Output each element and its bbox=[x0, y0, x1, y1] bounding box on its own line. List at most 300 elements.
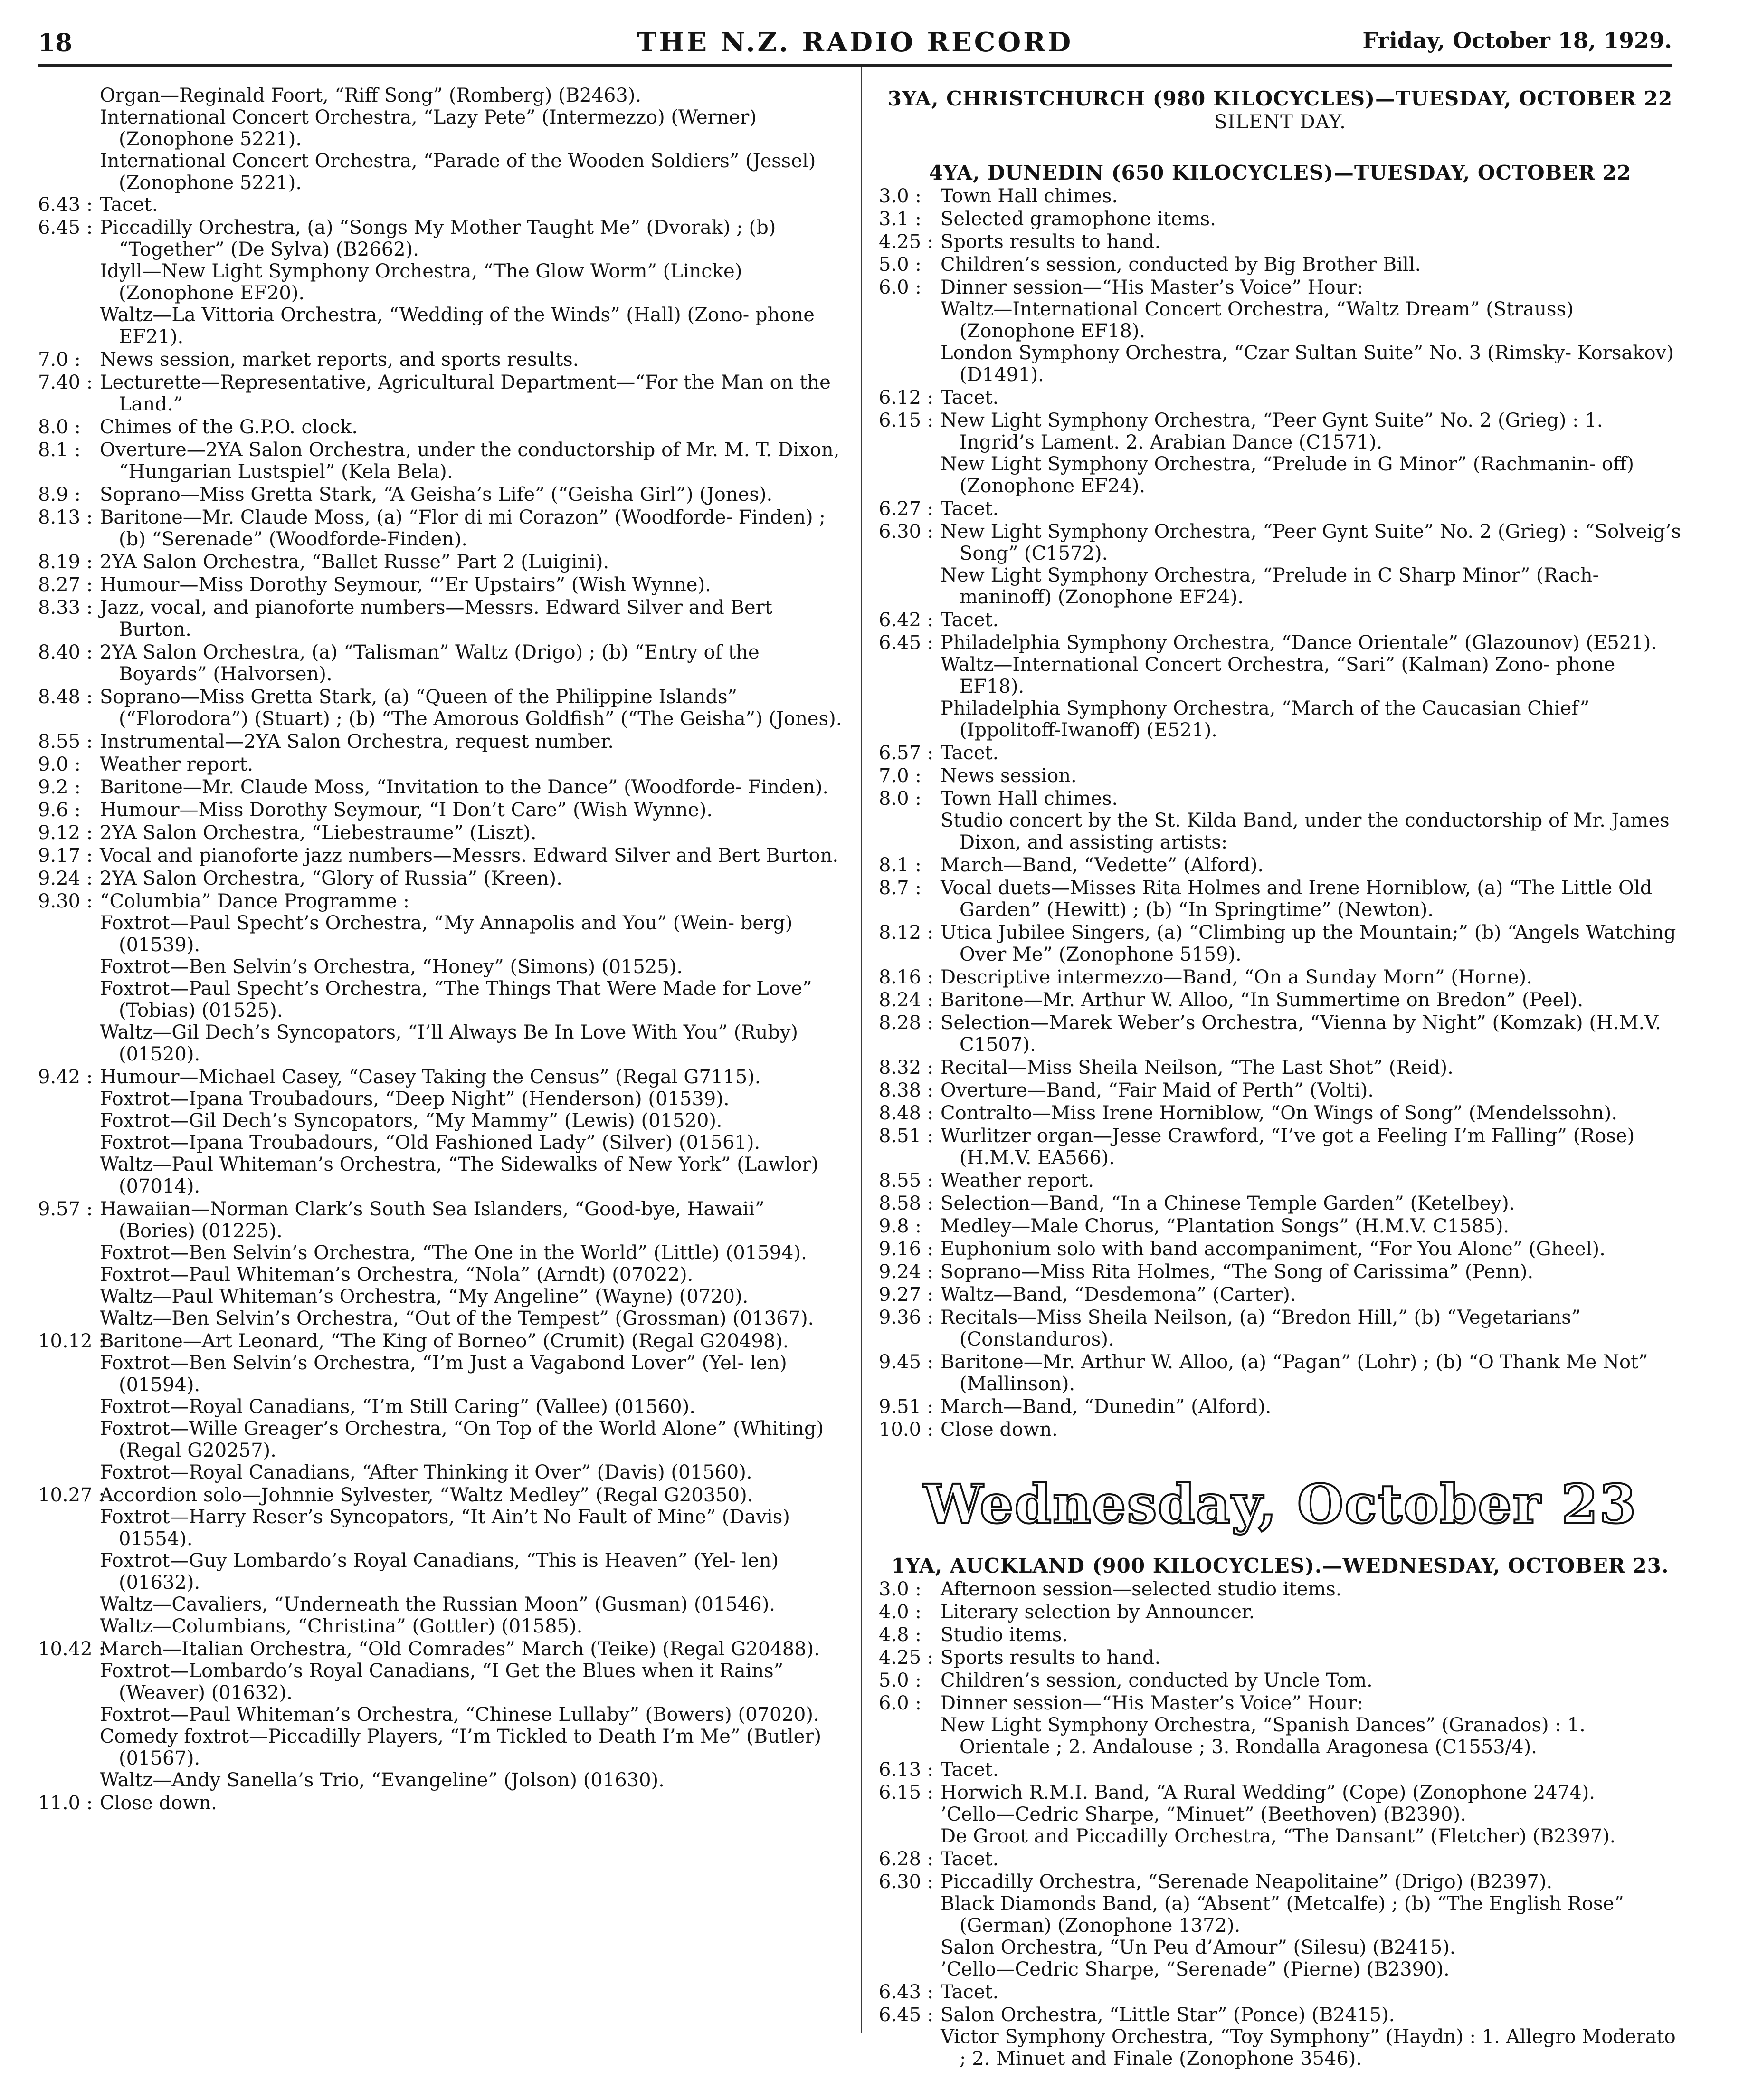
programme-time: 4.0 : bbox=[879, 1601, 922, 1623]
programme-time: 8.13 : bbox=[38, 506, 93, 528]
programme-entry bbox=[879, 277, 1682, 386]
programme-entry bbox=[38, 845, 846, 867]
programme-time: 5.0 : bbox=[879, 254, 922, 276]
text-line: London Symphony Orchestra, “Czar Sultan Suite” No. 3 (Rimsky- bbox=[941, 342, 1572, 364]
programme-entry bbox=[879, 1125, 1682, 1169]
programme-item-text bbox=[100, 641, 846, 685]
text-line: (01594). bbox=[725, 1242, 807, 1264]
text-line: Tacet. bbox=[941, 498, 999, 520]
text-line: Euphonium solo with band accompaniment, “For You Alone” (Gheel). bbox=[941, 1238, 1606, 1260]
text-line: March—Band, “Vedette” (Alford). bbox=[941, 854, 1264, 876]
programme-item-text bbox=[100, 1021, 846, 1065]
programme-description bbox=[941, 1692, 1682, 1758]
programme-time: 8.51 : bbox=[879, 1125, 934, 1147]
text-line: G20498). bbox=[700, 1330, 789, 1352]
text-line: phone EF18). bbox=[960, 654, 1615, 697]
text-line: De Groot and Piccadilly Orchestra, “The Dansant” (Fletcher) (B2397). bbox=[941, 1825, 1616, 1847]
programme-item-text bbox=[100, 194, 846, 216]
text-line: Orientale ; 2. Andalouse ; 3. Rondalla Aragonesa (C1553/4). bbox=[960, 1736, 1537, 1758]
text-line: International Concert Orchestra, “Lazy Pete” (Intermezzo) (Werner) bbox=[100, 106, 757, 128]
programme-description bbox=[100, 217, 846, 348]
text-line: ’Cello—Cedric Sharpe, “Serenade” (Pierne) (B2390). bbox=[941, 1958, 1450, 1980]
programme-entry bbox=[879, 1307, 1682, 1350]
programme-time: 9.6 : bbox=[38, 799, 81, 821]
programme-item-text bbox=[941, 1848, 1682, 1870]
programme-time: 9.17 : bbox=[38, 845, 93, 867]
programme-entry bbox=[879, 1692, 1682, 1758]
programme-entry bbox=[879, 1170, 1682, 1192]
text-line: Waltz—Band, “Desdemona” (Carter). bbox=[941, 1284, 1296, 1306]
programme-item-text bbox=[941, 966, 1682, 988]
text-line: Dinner session—“His Master’s Voice” Hour: bbox=[941, 277, 1363, 298]
text-line: Waltz—Columbians, “Christina” (Gottler) (01585). bbox=[100, 1615, 583, 1637]
programme-description bbox=[941, 1782, 1682, 1847]
programme-item-text bbox=[100, 597, 846, 640]
programme-time: 10.27 : bbox=[38, 1484, 105, 1506]
programme-time: 8.7 : bbox=[879, 877, 922, 899]
programme-item-text bbox=[100, 574, 846, 596]
programme-description bbox=[941, 185, 1682, 207]
programme-entry bbox=[879, 1848, 1682, 1870]
text-line: (“Florodora”) (Stuart) ; (b) “The Amorous Goldfish” (“The bbox=[119, 708, 674, 730]
christchurch-heading: 3YA, CHRISTCHURCH (980 KILOCYCLES)—TUESDAY, OCTOBER 22 bbox=[887, 87, 1673, 110]
programme-entry bbox=[879, 2004, 1682, 2070]
programme-entry bbox=[879, 208, 1682, 230]
text-line: Wurlitzer organ—Jesse Crawford, “I’ve got a Feeling I’m Falling” bbox=[941, 1125, 1567, 1147]
text-line: on the Land.” bbox=[119, 372, 831, 415]
text-line: Foxtrot—Paul Specht’s Orchestra, “My Annapolis and You” (Wein- bbox=[100, 912, 734, 934]
programme-entry bbox=[38, 506, 846, 550]
programme-item-text bbox=[100, 1154, 846, 1197]
programme-time: 8.0 : bbox=[879, 788, 922, 810]
programme-entry bbox=[38, 822, 846, 844]
text-line: (Ruby) (01520). bbox=[119, 1021, 798, 1065]
programme-item-text bbox=[941, 1670, 1682, 1691]
text-line: Waltz—Paul Whiteman’s Orchestra, “My Angeline” (Wayne) (0720). bbox=[100, 1286, 749, 1308]
programme-entry bbox=[879, 1261, 1682, 1283]
text-line: Salon Orchestra, “Little Star” (Ponce) (B2415). bbox=[941, 2004, 1395, 2026]
programme-entry bbox=[879, 1012, 1682, 1056]
programme-item-text bbox=[100, 1066, 846, 1088]
programme-item-text bbox=[941, 1057, 1682, 1079]
text-line: Comedy foxtrot—Piccadilly Players, “I’m Tickled to Death I’m Me” bbox=[100, 1726, 741, 1747]
programme-item-text bbox=[941, 453, 1682, 497]
programme-description bbox=[100, 597, 846, 640]
programme-time: 3.0 : bbox=[879, 185, 922, 207]
programme-item-text bbox=[941, 1419, 1682, 1441]
programme-time: 6.27 : bbox=[879, 498, 934, 520]
programme-item-text bbox=[941, 697, 1682, 741]
programme-item-text bbox=[38, 106, 846, 150]
programme-item-text bbox=[941, 1578, 1682, 1600]
programme-item-text bbox=[100, 1704, 846, 1726]
text-line: Geisha”) (Jones). bbox=[680, 708, 842, 730]
programme-entry bbox=[879, 1624, 1682, 1646]
programme-description bbox=[941, 1351, 1682, 1395]
programme-item-text bbox=[100, 912, 846, 956]
text-line: Foxtrot—Royal Canadians, “After Thinking it Over” (Davis) (01560). bbox=[100, 1461, 752, 1483]
text-line: Salon Orchestra, “Un Peu d’Amour” (Silesu) (B2415). bbox=[941, 1937, 1456, 1958]
programme-time: 8.33 : bbox=[38, 597, 93, 619]
programme-item-text bbox=[941, 410, 1682, 453]
programme-item-text bbox=[100, 1638, 846, 1660]
text-line: Town Hall chimes. bbox=[941, 788, 1118, 810]
programme-item-text bbox=[941, 1759, 1682, 1781]
text-line: Recitals—Miss Sheila Neilson, (a) “Bredon Hill,” (b) “Vegetarians” bbox=[941, 1307, 1581, 1328]
text-line: Baritone—Mr. Claude Moss, “Invitation to the Dance” (Woodforde- bbox=[100, 776, 742, 798]
text-line: Soprano—Miss Gretta Stark, (a) “Queen of the Philippine Islands” bbox=[100, 686, 737, 708]
programme-time: 4.8 : bbox=[879, 1624, 922, 1646]
programme-item-text bbox=[100, 978, 846, 1021]
dunedin-programme-list bbox=[879, 185, 1682, 1441]
programme-time: 4.25 : bbox=[879, 1647, 934, 1669]
programme-time: 8.1 : bbox=[38, 439, 81, 461]
programme-item-text bbox=[941, 788, 1682, 810]
text-line: Baritone—Mr. Arthur W. Alloo, (a) “Pagan” (Lohr) ; (b) “O Thank bbox=[941, 1351, 1560, 1373]
programme-item-text bbox=[941, 1714, 1682, 1758]
programme-item-text bbox=[38, 150, 846, 194]
programme-time: 6.45 : bbox=[38, 217, 93, 239]
programme-entry bbox=[879, 521, 1682, 608]
programme-description bbox=[100, 439, 846, 483]
programme-item-text bbox=[100, 1308, 846, 1329]
programme-item-text bbox=[100, 551, 846, 573]
text-line: “Columbia” Dance Programme : bbox=[100, 890, 409, 912]
text-line: Foxtrot—Gil Dech’s Syncopators, “My Mammy” (Lewis) (01520). bbox=[100, 1110, 722, 1132]
programme-description bbox=[100, 641, 846, 685]
programme-entry bbox=[879, 1284, 1682, 1306]
programme-item-text bbox=[941, 922, 1682, 965]
text-line: Baritone—Art Leonard, “The King of Borneo” (Crumit) (Regal bbox=[100, 1330, 694, 1352]
programme-description bbox=[941, 788, 1682, 853]
text-line: Close down. bbox=[100, 1792, 217, 1814]
programme-time: 9.24 : bbox=[879, 1261, 934, 1283]
programme-description bbox=[100, 845, 846, 867]
text-line: Chimes of the G.P.O. clock. bbox=[100, 416, 358, 438]
programme-entry bbox=[879, 632, 1682, 741]
page-header bbox=[38, 25, 1672, 63]
programme-description bbox=[100, 890, 846, 1065]
programme-time: 6.45 : bbox=[879, 2004, 934, 2026]
programme-item-text bbox=[100, 1506, 846, 1550]
text-line: Humour—Michael Casey, “Casey Taking the Census” (Regal G7115). bbox=[100, 1066, 761, 1088]
text-line: Foxtrot—Paul Specht’s Orchestra, “The Things That Were Made for bbox=[100, 978, 751, 1000]
programme-entry bbox=[38, 799, 846, 821]
text-line: News session, market reports, and sports results. bbox=[100, 349, 579, 371]
programme-description bbox=[941, 1578, 1682, 1600]
programme-time: 8.58 : bbox=[879, 1193, 934, 1214]
text-line: Little Old Garden” (Hewitt) ; (b) “In Springtime” (Newton). bbox=[960, 877, 1653, 921]
programme-description bbox=[941, 1759, 1682, 1781]
programme-item-text bbox=[941, 1601, 1682, 1623]
programme-time: 8.1 : bbox=[879, 854, 922, 876]
text-line: len) (01632). bbox=[119, 1550, 779, 1594]
programme-description bbox=[941, 989, 1682, 1011]
programme-item-text bbox=[941, 632, 1682, 654]
programme-time: 7.0 : bbox=[879, 765, 922, 787]
programme-item-text bbox=[941, 1647, 1682, 1669]
programme-item-text bbox=[100, 1418, 846, 1461]
programme-entry bbox=[38, 574, 846, 596]
programme-item-text bbox=[100, 845, 846, 867]
programme-description bbox=[941, 254, 1682, 276]
text-line: Idyll—New Light Symphony Orchestra, “The Glow Worm” (Lincke) bbox=[100, 260, 742, 282]
programme-description bbox=[941, 632, 1682, 741]
text-line: Tacet. bbox=[941, 609, 999, 631]
programme-time: 6.43 : bbox=[879, 1981, 934, 2003]
text-line: Afternoon session—selected studio items. bbox=[941, 1578, 1342, 1600]
text-line: Foxtrot—Paul Whiteman’s Orchestra, “Chinese Lullaby” (Bowers) bbox=[100, 1704, 732, 1726]
programme-entry bbox=[38, 1066, 846, 1197]
programme-description bbox=[941, 877, 1682, 921]
text-line: (Bories) (01225). bbox=[119, 1220, 283, 1242]
programme-item-text bbox=[941, 521, 1682, 564]
text-line: Philadelphia Symphony Orchestra, “March of the Caucasian Chief” bbox=[941, 697, 1590, 719]
programme-description bbox=[941, 1284, 1682, 1306]
programme-item-text bbox=[941, 208, 1682, 230]
programme-entry bbox=[38, 194, 846, 216]
text-line: Finden). bbox=[748, 776, 829, 798]
text-line: Foxtrot—Ben Selvin’s Orchestra, “I’m Just a Vagabond Lover” (Yel- bbox=[100, 1352, 744, 1374]
programme-time: 8.24 : bbox=[879, 989, 934, 1011]
text-line: Waltz—International Concert Orchestra, “Waltz Dream” (Strauss) bbox=[941, 298, 1574, 320]
programme-description bbox=[941, 1624, 1682, 1646]
programme-time: 8.40 : bbox=[38, 641, 93, 663]
programme-time: 5.0 : bbox=[879, 1670, 922, 1691]
text-line: Medley—Male Chorus, “Plantation Songs” (H.M.V. C1585). bbox=[941, 1215, 1510, 1237]
programme-description bbox=[941, 1125, 1682, 1169]
programme-description bbox=[941, 1871, 1682, 1980]
wednesday-heading: Wednesday, October 23 bbox=[923, 1473, 1637, 1536]
text-line: Overture—2YA Salon Orchestra, under the conductorship of Mr. M. bbox=[100, 439, 750, 461]
programme-time: 6.28 : bbox=[879, 1848, 934, 1870]
programme-time: 6.30 : bbox=[879, 521, 934, 543]
programme-entry bbox=[38, 1198, 846, 1329]
programme-entry bbox=[879, 498, 1682, 520]
programme-entry bbox=[879, 254, 1682, 276]
programme-description bbox=[100, 868, 846, 889]
text-line: Studio items. bbox=[941, 1624, 1068, 1646]
text-line: Burton. bbox=[766, 845, 839, 867]
programme-description bbox=[941, 742, 1682, 764]
text-line: (Whiting) (Regal G20257). bbox=[119, 1418, 824, 1461]
programme-item-text bbox=[100, 372, 846, 415]
programme-entry bbox=[38, 776, 846, 798]
programme-entry bbox=[879, 1057, 1682, 1079]
text-line: off) (Zonophone EF24). bbox=[960, 453, 1634, 497]
text-line: “Solveig’s Song” (C1572). bbox=[960, 521, 1681, 564]
text-line: Close down. bbox=[941, 1419, 1058, 1441]
text-line: Baritone—Mr. Arthur W. Alloo, “In Summertime on Bredon” (Peel). bbox=[941, 989, 1584, 1011]
programme-time: 9.27 : bbox=[879, 1284, 934, 1306]
programme-item-text bbox=[941, 1012, 1682, 1056]
text-line: 2YA Salon Orchestra, “Liebestraume” (Liszt). bbox=[100, 822, 537, 844]
text-line: Sports results to hand. bbox=[941, 1647, 1161, 1669]
text-line: (Jessel) (Zonophone 5221). bbox=[119, 150, 816, 194]
text-line: Tacet. bbox=[941, 1981, 999, 2003]
programme-time: 8.16 : bbox=[879, 966, 934, 988]
programme-entry bbox=[879, 609, 1682, 631]
text-line: Foxtrot—Lombardo’s Royal Canadians, “I Get the Blues when it bbox=[100, 1660, 714, 1682]
programme-time: 8.32 : bbox=[879, 1057, 934, 1079]
text-line: Black Diamonds Band, (a) “Absent” (Metcalfe) ; (b) “The English bbox=[941, 1893, 1562, 1915]
programme-entry bbox=[879, 1238, 1682, 1260]
text-line: Tacet. bbox=[941, 742, 999, 764]
text-line: Foxtrot—Ben Selvin’s Orchestra, “The One in the World” (Little) bbox=[100, 1242, 720, 1264]
text-line: Overture—Band, “Fair Maid of Perth” (Volti). bbox=[941, 1079, 1374, 1101]
programme-item-text bbox=[941, 1782, 1682, 1804]
programme-item-text bbox=[941, 2004, 1682, 2026]
programme-time: 8.27 : bbox=[38, 574, 93, 596]
programme-entry bbox=[879, 1215, 1682, 1237]
programme-description bbox=[941, 521, 1682, 608]
programme-entry bbox=[879, 765, 1682, 787]
programme-description bbox=[100, 194, 846, 216]
issue-date: Friday, October 18, 1929. bbox=[1362, 28, 1672, 53]
programme-item-text bbox=[100, 304, 846, 348]
programme-entry bbox=[879, 1670, 1682, 1691]
programme-time: 9.57 : bbox=[38, 1198, 93, 1220]
programme-item-text bbox=[941, 498, 1682, 520]
text-line: Burton. bbox=[119, 619, 191, 640]
programme-entry bbox=[879, 877, 1682, 921]
programme-description bbox=[941, 1057, 1682, 1079]
programme-time: 9.12 : bbox=[38, 822, 93, 844]
left-column bbox=[38, 85, 846, 1815]
programme-description bbox=[941, 2004, 1682, 2070]
programme-item-text bbox=[941, 810, 1682, 853]
programme-time: 8.55 : bbox=[879, 1170, 934, 1192]
text-line: Waltz—Andy Sanella’s Trio, “Evangeline” (Jolson) (01630). bbox=[100, 1769, 665, 1791]
programme-description bbox=[941, 277, 1682, 386]
programme-description bbox=[100, 551, 846, 573]
programme-entry bbox=[879, 1079, 1682, 1101]
programme-item-text bbox=[941, 854, 1682, 876]
programme-item-text bbox=[941, 765, 1682, 787]
text-line: Humour—Miss Dorothy Seymour, “I Don’t Care” (Wish Wynne). bbox=[100, 799, 713, 821]
programme-item-text bbox=[100, 1615, 846, 1637]
programme-item-text bbox=[100, 1594, 846, 1615]
programme-entry bbox=[38, 416, 846, 438]
text-line: James Dixon, and assisting artists: bbox=[960, 810, 1670, 853]
text-line: Selected gramophone items. bbox=[941, 208, 1216, 230]
programme-item-text bbox=[100, 868, 846, 889]
programme-description bbox=[100, 416, 846, 438]
text-line: Foxtrot—Guy Lombardo’s Royal Canadians, “This is Heaven” (Yel- bbox=[100, 1550, 736, 1572]
programme-entry bbox=[879, 788, 1682, 853]
text-line: Weather report. bbox=[941, 1170, 1094, 1192]
programme-description bbox=[100, 822, 846, 844]
programme-entry bbox=[879, 989, 1682, 1011]
programme-description bbox=[100, 1198, 846, 1329]
programme-entry bbox=[879, 1396, 1682, 1418]
text-line: Soprano—Miss Gretta Stark, “A Geisha’s Life” (“Geisha Girl”) bbox=[100, 484, 694, 506]
text-line: International Concert Orchestra, “Parade of the Wooden Soldiers” bbox=[100, 150, 740, 172]
programme-item-text bbox=[100, 1264, 846, 1286]
programme-description bbox=[941, 498, 1682, 520]
programme-entry bbox=[38, 1792, 846, 1814]
programme-entry bbox=[879, 1782, 1682, 1847]
programme-description bbox=[941, 922, 1682, 965]
programme-item-text bbox=[100, 1660, 846, 1704]
programme-description bbox=[941, 765, 1682, 787]
programme-item-text bbox=[100, 349, 846, 371]
programme-description bbox=[100, 574, 846, 596]
programme-item-text bbox=[100, 799, 846, 821]
text-line: Moderato ; 2. Minuet and Finale (Zonophone 3546). bbox=[960, 2026, 1676, 2070]
programme-item-text bbox=[100, 776, 846, 798]
auckland-heading: 1YA, AUCKLAND (900 KILOCYCLES).—WEDNESDAY, OCTOBER 23. bbox=[891, 1554, 1669, 1577]
programme-entry bbox=[879, 1647, 1682, 1669]
programme-time: 7.40 : bbox=[38, 372, 93, 393]
programme-item-text bbox=[941, 1958, 1682, 1980]
programme-item-text bbox=[941, 1825, 1682, 1847]
programme-item-text bbox=[100, 506, 846, 550]
programme-item-text bbox=[100, 484, 846, 506]
text-line: 2YA Salon Orchestra, “Glory of Russia” (Kreen). bbox=[100, 868, 562, 889]
text-line: Children’s session, conducted by Big Brother Bill. bbox=[941, 254, 1421, 276]
programme-entry bbox=[879, 742, 1682, 764]
text-line: phone EF21). bbox=[119, 304, 815, 348]
text-line: New Light Symphony Orchestra, “Prelude in G Minor” (Rachmanin- bbox=[941, 453, 1596, 475]
programme-item-text bbox=[941, 342, 1682, 386]
programme-entry bbox=[879, 1601, 1682, 1623]
text-line: Philadelphia Symphony Orchestra, “Dance Orientale” (Glazounov) bbox=[941, 632, 1580, 654]
text-line: Instrumental—2YA Salon Orchestra, request number. bbox=[100, 731, 614, 753]
programme-item-text bbox=[100, 1352, 846, 1396]
programme-item-text bbox=[100, 1242, 846, 1264]
programme-entry bbox=[879, 922, 1682, 965]
text-line: Waltz—International Concert Orchestra, “Sari” (Kalman) Zono- bbox=[941, 654, 1550, 676]
text-line: Sports results to hand. bbox=[941, 231, 1161, 253]
text-line: (Zonophone EF20). bbox=[119, 282, 305, 304]
programme-time: 4.25 : bbox=[879, 231, 934, 253]
programme-time: 10.42 : bbox=[38, 1638, 105, 1660]
text-line: Tacet. bbox=[941, 1759, 999, 1781]
programme-item-text bbox=[941, 254, 1682, 276]
programme-time: 9.45 : bbox=[879, 1351, 934, 1373]
text-line: (Butler) (01567). bbox=[119, 1726, 822, 1769]
programme-description bbox=[941, 1848, 1682, 1870]
programme-item-text bbox=[100, 1330, 846, 1352]
programme-description bbox=[941, 1419, 1682, 1441]
programme-item-text bbox=[941, 1307, 1682, 1350]
programme-item-text bbox=[941, 1170, 1682, 1192]
text-line: March—Band, “Dunedin” (Alford). bbox=[941, 1396, 1272, 1418]
column-divider bbox=[861, 67, 862, 2033]
text-line: (b) “Together” (De Sylva) (B2662). bbox=[119, 217, 776, 260]
programme-item-text bbox=[941, 185, 1682, 207]
text-line: Rose” (German) (Zonophone 1372). bbox=[960, 1893, 1624, 1937]
programme-entry bbox=[879, 854, 1682, 876]
programme-item-text bbox=[941, 1804, 1682, 1825]
text-line: Selection—Band, “In a Chinese Temple Garden” (Ketelbey). bbox=[941, 1193, 1515, 1214]
programme-description bbox=[941, 1170, 1682, 1192]
programme-item-text bbox=[100, 416, 846, 438]
publication-title: THE N.Z. RADIO RECORD bbox=[637, 27, 1074, 58]
programme-item-text bbox=[941, 1238, 1682, 1260]
text-line: ’Cello—Cedric Sharpe, “Minuet” (Beethoven) (B2390). bbox=[941, 1804, 1466, 1825]
programme-time: 9.42 : bbox=[38, 1066, 93, 1088]
programme-item-text bbox=[941, 654, 1682, 697]
programme-item-text bbox=[100, 1396, 846, 1418]
text-line: Contralto—Miss Irene Horniblow, “On Wings of Song” (Mendelssohn). bbox=[941, 1102, 1617, 1124]
programme-entry bbox=[879, 1578, 1682, 1600]
text-line: Horwich R.M.I. Band, “A Rural Wedding” (Cope) (Zonophone 2474). bbox=[941, 1782, 1596, 1804]
programme-entry bbox=[879, 1351, 1682, 1395]
programme-entry bbox=[879, 1871, 1682, 1980]
programme-time: 8.28 : bbox=[879, 1012, 934, 1034]
